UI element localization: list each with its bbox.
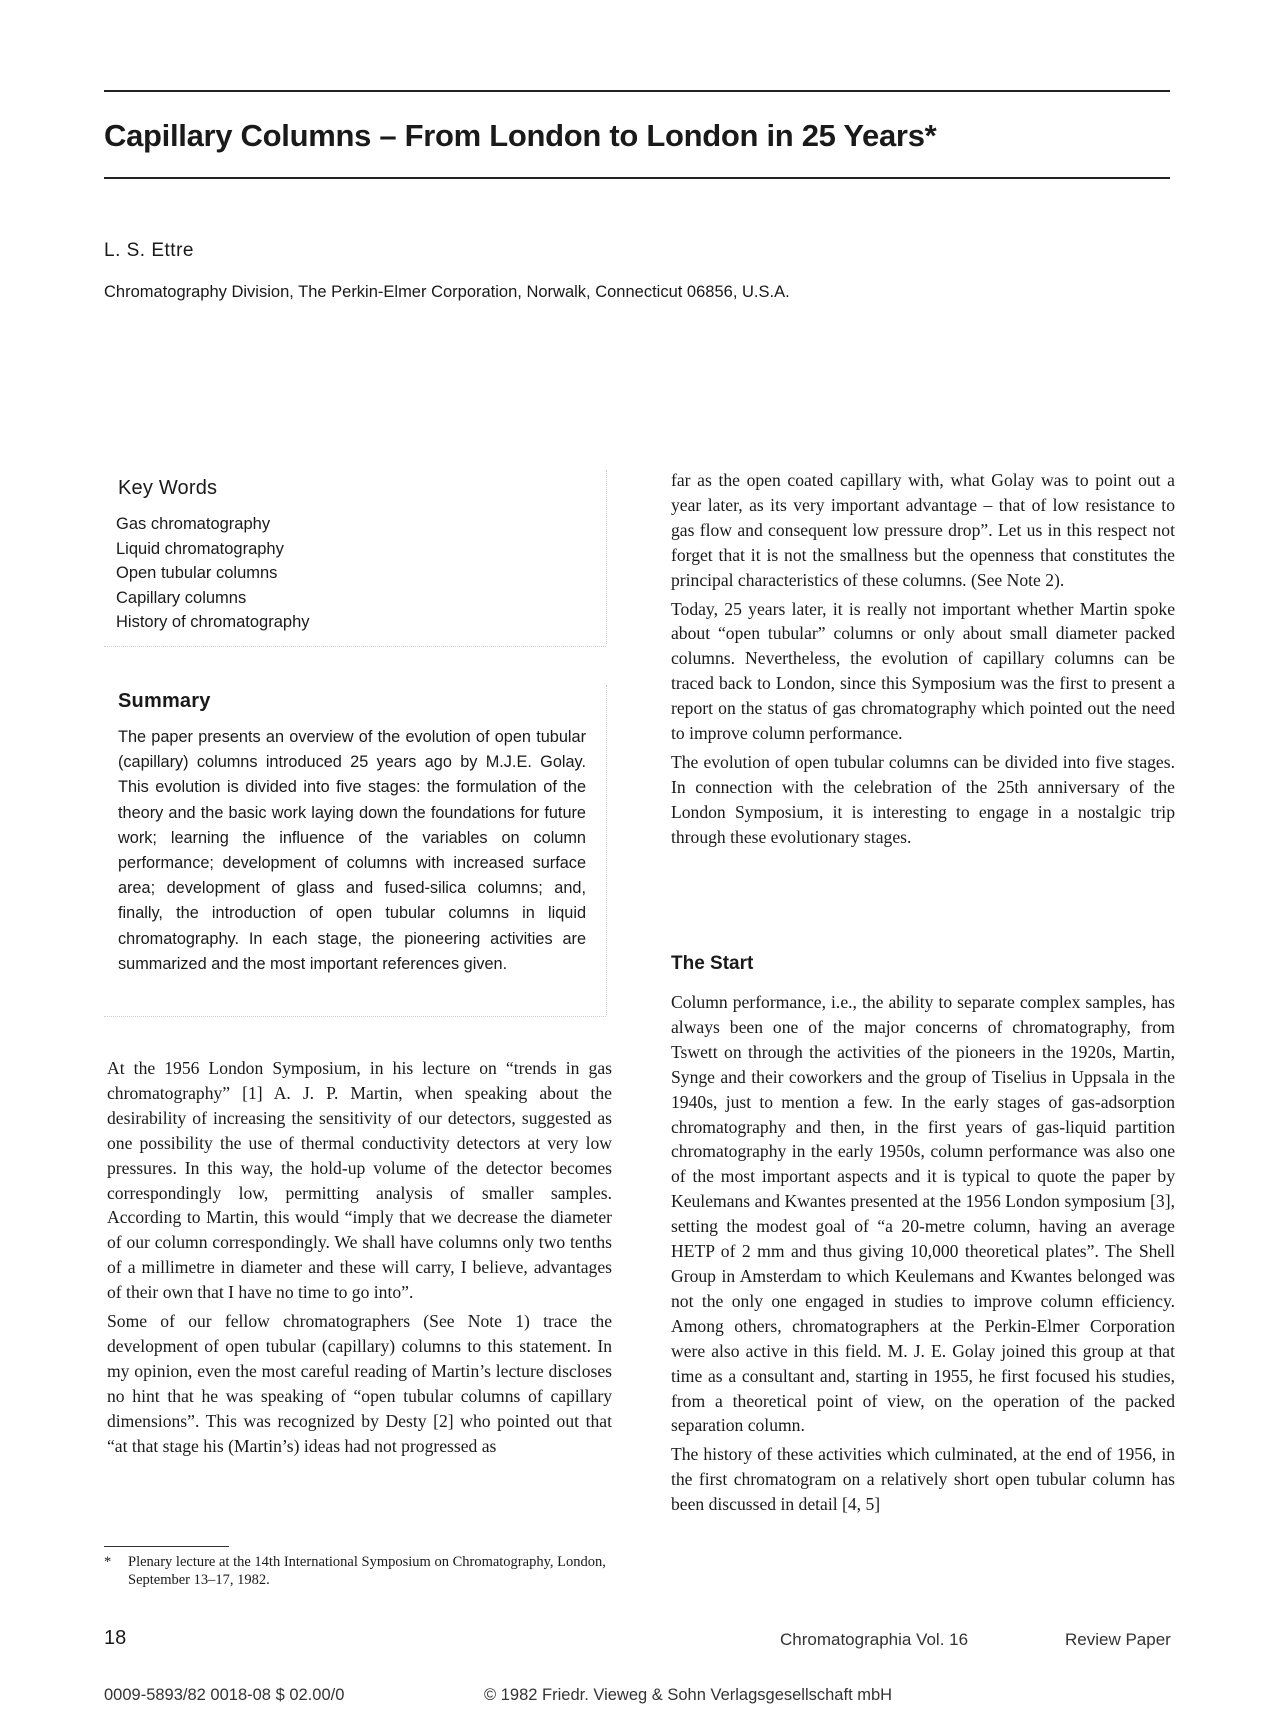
- summary-box: [104, 690, 604, 977]
- section-heading-the-start: The Start: [671, 953, 754, 974]
- body-paragraph: Some of our fellow chromatographers (See Note 1) trace the development of open tubular (capillary) columns to this statement. In my opinion, even the most careful reading of Martin’s lecture discloses no hint that he was speaking of “open tubular columns of capillary dimensions”. This was recognized by Desty [2] who pointed out that “at that stage his (Martin’s) ideas had not progressed as: [107, 1311, 612, 1456]
- footnote-mark: *: [104, 1554, 112, 1570]
- top-rule: [104, 90, 1170, 92]
- keyword-item: Gas chromatography: [116, 515, 271, 533]
- title-bottom-rule: [104, 177, 1170, 179]
- body-paragraph: At the 1956 London Symposium, in his lecture on “trends in gas chromatography” [1] A. J. P. Martin, when speaking about the desirability of increasing the sensitivity of our detectors, suggested as one possibility the use of thermal conductivity detectors at very low pressures. In this way, the hold-up volume of the detector becomes correspondingly low, permitting analysis of smaller samples. According to Martin, this would “imply that we decrease the diameter of our column correspondingly. We shall have columns only two tenths of a millimetre in diameter and these will carry, I believe, advantages of their own that I have no time to go into”.: [107, 1058, 612, 1303]
- paper-type: Review Paper: [1065, 1630, 1171, 1649]
- body-paragraph: The history of these activities which culminated, at the end of 1956, in the first chromatogram on a relatively short open tubular column has been discussed in detail [4, 5]: [671, 1444, 1175, 1515]
- keyword-item: Open tubular columns: [116, 564, 278, 582]
- copyright-line: © 1982 Friedr. Vieweg & Sohn Verlagsgesellschaft mbH: [484, 1686, 893, 1704]
- issn-line: 0009-5893/82 0018-08 $ 02.00/0: [104, 1686, 345, 1704]
- author-affiliation: Chromatography Division, The Perkin-Elmer Corporation, Norwalk, Connecticut 06856, U.S.A.: [104, 283, 790, 301]
- body-paragraph: far as the open coated capillary with, what Golay was to point out a year later, as its very important advantage – that of low resistance to gas flow and consequent low pressure drop”. Let us in this respect not forget that it is not the smallness but the openness that constitutes the principal characteristics of these columns. (See Note 2).: [671, 470, 1175, 590]
- summary-text: The paper presents an overview of the evolution of open tubular (capillary) columns introduced 25 years ago by M.J.E. Golay. This evolution is divided into five stages: the formulation of the theory and the basic work laying down the foundations for future work; learning the influence of the variables on column performance; development of columns with increased surface area; development of glass and fused-silica columns; and, finally, the introduction of open tubular columns in liquid chromatography. In each stage, the pioneering activities are summarized and the most important references given.: [118, 728, 586, 973]
- summary-box-border: [606, 685, 607, 1015]
- keywords-list: [104, 512, 604, 635]
- page-number: 18: [104, 1627, 127, 1649]
- keywords-box-border-bottom: [104, 646, 606, 647]
- keyword-item: History of chromatography: [116, 613, 310, 631]
- left-column: [107, 1056, 612, 1463]
- right-column-section: [671, 990, 1175, 1521]
- author-name: L. S. Ettre: [104, 240, 194, 261]
- footnote-text: Plenary lecture at the 14th International Symposium on Chromatography, London, September 13–17, 1982.: [128, 1554, 606, 1588]
- body-paragraph: Today, 25 years later, it is really not important whether Martin spoke about “open tubular” columns or only about small diameter packed columns. Nevertheless, the evolution of capillary columns can be traced back to London, since this Symposium was the first to present a report on the status of gas chromatography which pointed out the need to improve column performance.: [671, 598, 1175, 744]
- keyword-item: Capillary columns: [116, 588, 247, 607]
- body-paragraph: Column performance, i.e., the ability to separate complex samples, has always been one of the major concerns of chromatography, from Tswett on through the activities of the pioneers in the 1920s, Martin, Synge and their coworkers and the group of Tiselius in Uppsala in the 1940s, just to mention a few. In the early stages of gas-adsorption chromatography and then, in the first years of gas-liquid partition chromatography in the early 1950s, column performance was also one of the most important aspects and it is typical to quote the paper by Keulemans and Kwantes presented at the 1956 London symposium [3], setting the modest goal of “a 20-metre column, having an average HETP of 2 mm and thus giving 10,000 theoretical plates”. The Shell Group in Amsterdam to which Keulemans and Kwantes belonged was not the only one engaged in studies to improve column efficiency. Among others, chromatographers at the Perkin-Elmer Corporation were also active in this field. M. J. E. Golay joined this group at that time as a consultant and, starting in 1955, he first focused his studies, from a theoretical point of view, on the operation of the packed separation column.: [671, 992, 1175, 1436]
- footnote-rule: [104, 1546, 229, 1547]
- keywords-box-border: [606, 470, 607, 644]
- footnote: [104, 1553, 612, 1589]
- article-title: Capillary Columns – From London to London in 25 Years*: [104, 118, 937, 153]
- right-column: [671, 468, 1175, 854]
- body-paragraph: The evolution of open tubular columns can be divided into five stages. In connection with the celebration of the 25th anniversary of the London Symposium, it is interesting to engage in a nostalgic trip through these evolutionary stages.: [671, 751, 1175, 847]
- journal-name: Chromatographia Vol. 16: [780, 1630, 969, 1649]
- keyword-item: Liquid chromatography: [116, 539, 284, 558]
- keywords-box: [104, 477, 604, 635]
- summary-heading: Summary: [118, 690, 211, 712]
- keywords-heading: Key Words: [118, 477, 218, 499]
- summary-box-border-bottom: [104, 1016, 606, 1017]
